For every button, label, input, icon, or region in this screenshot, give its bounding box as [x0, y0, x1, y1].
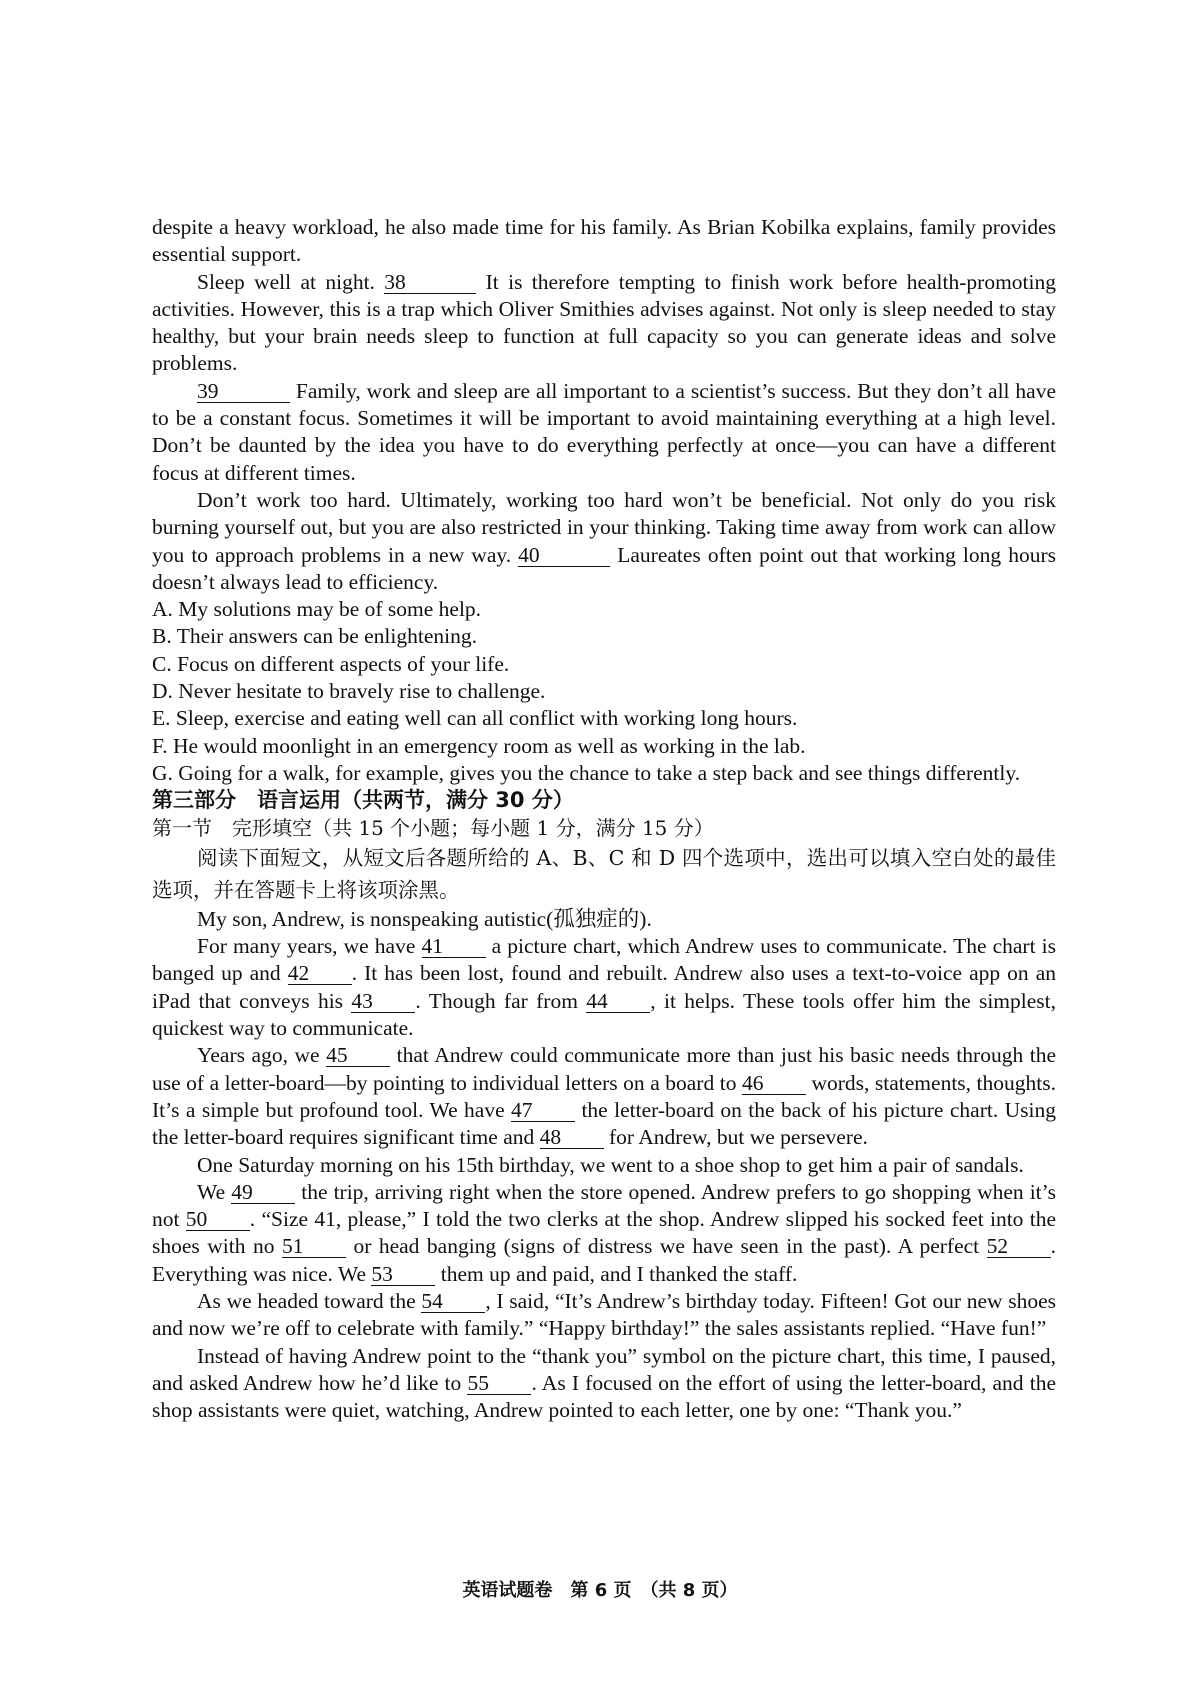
passage-paragraph-2	[152, 269, 1056, 378]
blank-48: 48	[540, 1127, 604, 1149]
instruction-text: 阅读下面短文，从短文后各题所给的 A、B、C 和 D 四个选项中，选出可以填入空白处的最佳选项，并在答题卡上将该项涂黑。	[152, 845, 1056, 902]
blank-44: 44	[586, 991, 650, 1013]
text: Don’t work too hard. Ultimately, working too hard won’t be beneficial. Not only do you risk burning yourself out, but you are also restricted in your thinking. Taking time away from work can allow you to approach problems in a new way.	[152, 487, 1056, 567]
cloze-paragraph-3	[152, 1042, 1056, 1151]
text: Instead of having Andrew point to the “thank you” symbol on the picture chart, this time, I paused, and asked Andrew how he’d like to	[152, 1343, 1056, 1395]
cloze-paragraph-2	[152, 933, 1056, 1042]
text: , it helps. These tools offer him the simplest, quickest way to communicate.	[152, 988, 1056, 1041]
text: the letter-board on the back of his picture chart. Using the letter-board requires significant time and	[152, 1097, 1056, 1150]
blank-52: 52	[987, 1236, 1051, 1258]
text: , I said, “It’s Andrew’s birthday today. Fifteen! Got our new shoes and now we’re off to celebrate with family.” “Happy birthday!” the sales assistants replied. “Have fun!”	[152, 1288, 1056, 1341]
blank-55: 55	[467, 1373, 531, 1395]
text: a picture chart, which Andrew uses to communicate. The chart is banged up and	[152, 934, 1056, 986]
text: . It has been lost, found and rebuilt. Andrew also uses a text-to-voice app on an iPad that conveys his	[152, 961, 1056, 1013]
passage-paragraph-4	[152, 487, 1056, 596]
text: Family, work and sleep are all important to a scientist’s success. But they don’t all have to be a constant focus. Sometimes it will be important to avoid maintaining everything at a high level. Don’t be daunted by the idea you have to do everything perfectly at once—you can have a different focus at different times.	[152, 378, 1056, 485]
text: Years ago, we	[197, 1043, 327, 1068]
blank-41: 41	[422, 936, 486, 958]
text: We	[197, 1179, 232, 1204]
text: the trip, arriving right when the store opened. Andrew prefers to go shopping when it’s not	[152, 1179, 1056, 1232]
text: As we headed toward the	[197, 1288, 422, 1313]
page-footer: 英语试题卷 第 6 页 （共 8 页）	[462, 1580, 738, 1601]
blank-54: 54	[421, 1291, 485, 1313]
option-g: G. Going for a walk, for example, gives you the chance to take a step back and see things differently.	[152, 760, 1021, 785]
option-a: A. My solutions may be of some help.	[152, 597, 482, 622]
option-e: E. Sleep, exercise and eating well can all conflict with working long hours.	[152, 706, 798, 731]
blank-51: 51	[282, 1236, 346, 1258]
option-d: D. Never hesitate to bravely rise to challenge.	[152, 679, 546, 704]
text: words, statements, thoughts. It’s a simple but profound tool. We have	[152, 1070, 1056, 1122]
cloze-paragraph-4: One Saturday morning on his 15th birthday, we went to a shoe shop to get him a pair of sandals.	[197, 1152, 1024, 1177]
text: . “Size 41, please,” I told the two clerks at the shop. Andrew slipped his socked feet into the shoes with no	[152, 1207, 1056, 1259]
cloze-paragraph-5	[152, 1179, 1056, 1288]
cloze-paragraph-1: My son, Andrew, is nonspeaking autistic(孤独症的).	[197, 906, 652, 931]
text: Sleep well at night.	[197, 269, 385, 294]
section-heading: 第三部分 语言运用（共两节，满分 30 分）	[152, 788, 574, 813]
option-c: C. Focus on different aspects of your life.	[152, 651, 510, 676]
option-b: B. Their answers can be enlightening.	[152, 624, 477, 649]
blank-45: 45	[326, 1045, 390, 1067]
text: It is therefore tempting to finish work before health-promoting activities. However, this is a trap which Oliver Smithies advises against. Not only is sleep needed to stay healthy, but your brain needs sleep to function at full capacity so you can generate ideas and solve problems.	[152, 269, 1056, 376]
blank-53: 53	[371, 1264, 435, 1286]
blank-40: 40	[518, 545, 610, 567]
blank-38: 38	[384, 272, 476, 294]
text: . As I focused on the effort of using the letter-board, and the shop assistants were quiet, watching, Andrew pointed to each letter, one by one: “Thank you.”	[152, 1370, 1056, 1423]
cloze-paragraph-6	[152, 1288, 1056, 1343]
blank-46: 46	[742, 1073, 806, 1095]
text: that Andrew could communicate more than just his basic needs through the use of a letter-board—by pointing to individual letters on a board to	[152, 1043, 1056, 1095]
blank-49: 49	[231, 1182, 295, 1204]
blank-50: 50	[186, 1209, 250, 1231]
blank-43: 43	[351, 991, 415, 1013]
blank-42: 42	[288, 963, 352, 985]
option-f: F. He would moonlight in an emergency room as well as working in the lab.	[152, 733, 806, 758]
subsection-heading: 第一节 完形填空（共 15 个小题；每小题 1 分，满分 15 分）	[152, 815, 714, 840]
page-content	[152, 214, 1056, 1424]
blank-39: 39	[197, 381, 290, 403]
text: for Andrew, but we persevere.	[603, 1125, 868, 1150]
blank-47: 47	[511, 1100, 575, 1122]
text: . Everything was nice. We	[152, 1234, 1056, 1286]
cloze-paragraph-7	[152, 1343, 1056, 1425]
text: or head banging (signs of distress we have seen in the past). A perfect	[345, 1234, 987, 1259]
passage-paragraph-1: despite a heavy workload, he also made time for his family. As Brian Kobilka explains, family provides essential support.	[152, 215, 1056, 267]
passage-paragraph-3	[152, 378, 1056, 487]
text: For many years, we have	[197, 934, 422, 959]
text: them up and paid, and I thanked the staff.	[435, 1261, 798, 1286]
text: Laureates often point out that working long hours doesn’t always lead to efficiency.	[152, 542, 1056, 594]
text: . Though far from	[415, 988, 587, 1013]
